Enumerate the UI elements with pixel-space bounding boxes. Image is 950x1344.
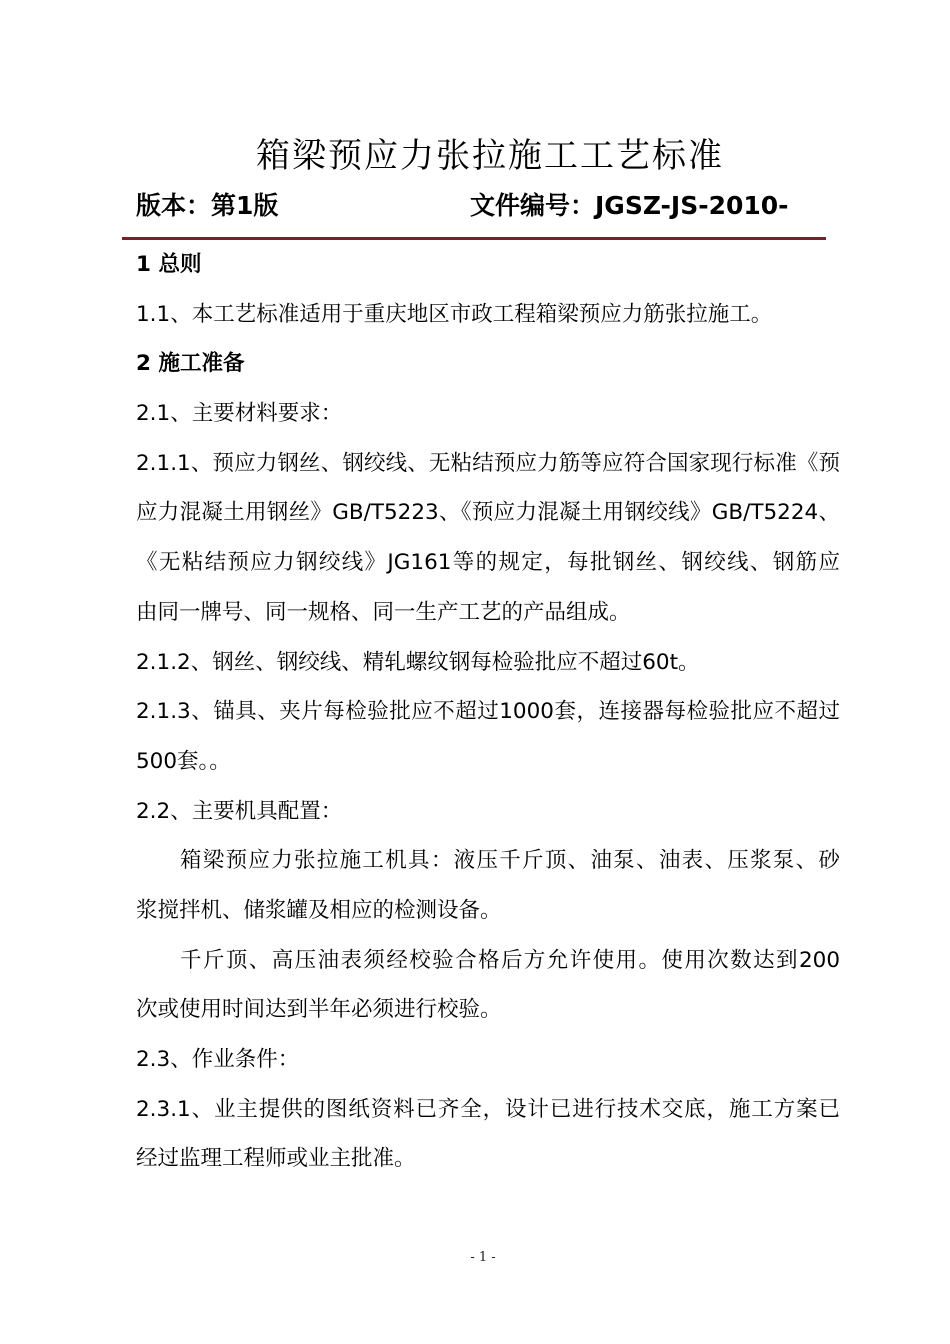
paragraph-line: 2.1.2、钢丝、钢绞线、精轧螺纹钢每检验批应不超过60t。: [136, 649, 700, 675]
paragraph-line: 2.3、作业条件：: [136, 1047, 300, 1072]
paragraph-line: 2.2、主要机具配置：: [136, 798, 343, 824]
paragraph-line: 千斤顶、高压油表须经校验合格后方允许使用。使用次数达到200: [180, 947, 840, 973]
paragraph-line: 2.1、主要材料要求：: [136, 401, 343, 427]
paragraph-line: 应力混凝土用钢丝》GB/T5223、《预应力混凝土用钢绞线》GB/T5224、: [136, 500, 840, 526]
version-label: 版本：第1版: [136, 191, 279, 220]
paragraph-line: 2.3.1、业主提供的图纸资料已齐全，设计已进行技术交底，施工方案已: [136, 1096, 840, 1122]
paragraph-line: 《无粘结预应力钢绞线》JG161等的规定，每批钢丝、钢绞线、钢筋应: [136, 550, 840, 576]
section-heading: 1 总则: [136, 252, 202, 277]
paragraph-line: 1.1、本工艺标准适用于重庆地区市政工程箱梁预应力筋张拉施工。: [136, 301, 773, 327]
paragraph-line: 2.1.3、锚具、夹片每检验批应不超过1000套，连接器每检验批应不超过: [136, 699, 840, 725]
paragraph-line: 500套。。: [136, 748, 231, 774]
paragraph-line: 次或使用时间达到半年必须进行校验。: [136, 997, 502, 1023]
paragraph-line: 2.1.1、预应力钢丝、钢绞线、无粘结预应力筋等应符合国家现行标准《预: [136, 450, 840, 476]
paragraph-line: 箱梁预应力张拉施工机具：液压千斤顶、油泵、油表、压浆泵、砂: [180, 848, 840, 874]
document-body: [136, 240, 840, 1184]
file-number-label: 文件编号：JGSZ-JS-2010-: [470, 191, 789, 220]
paragraph-line: 由同一牌号、同一规格、同一生产工艺的产品组成。: [136, 599, 631, 625]
paragraph-line: 浆搅拌机、储浆罐及相应的检测设备。: [136, 897, 502, 923]
document-title: 箱梁预应力张拉施工工艺标准: [256, 136, 724, 176]
page-number: - 1 -: [470, 1250, 496, 1265]
paragraph-line: 经过监理工程师或业主批准。: [136, 1146, 416, 1172]
section-heading: 2 施工准备: [136, 351, 245, 377]
